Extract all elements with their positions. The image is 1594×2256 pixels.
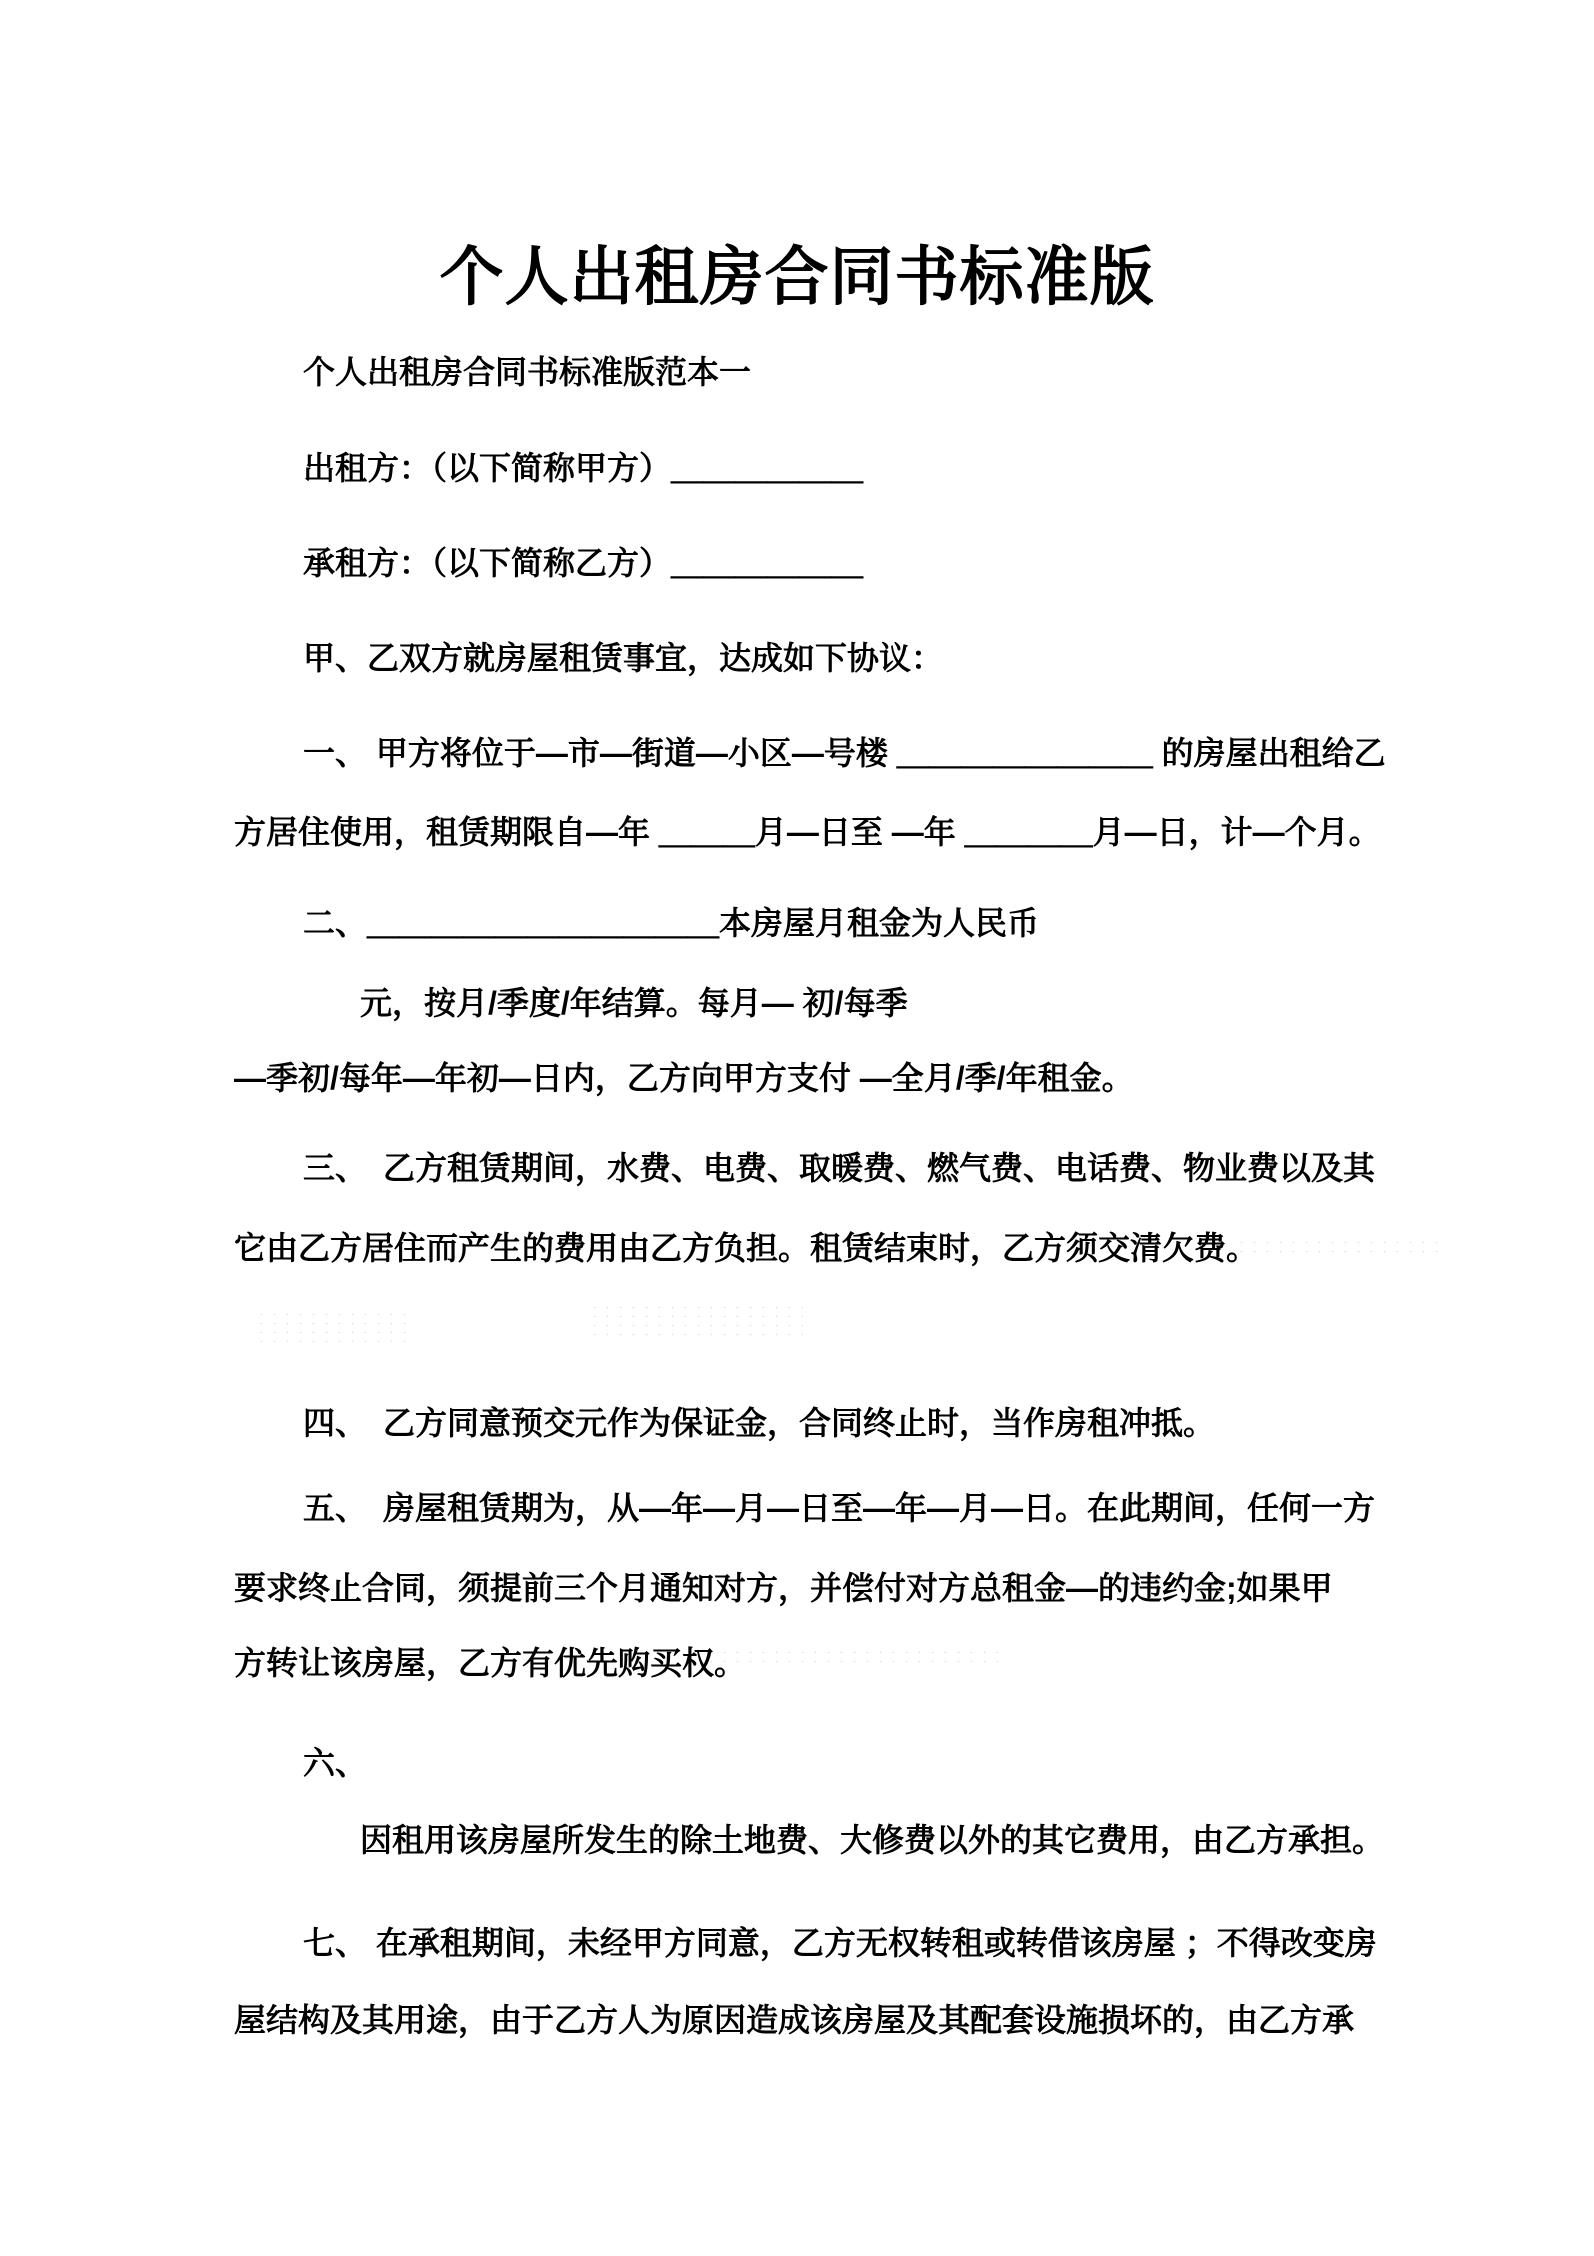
preamble-line: 甲、乙双方就房屋租赁事宜，达成如下协议： (303, 640, 944, 676)
erased-watermark-artifact (705, 1648, 1005, 1668)
erased-watermark-artifact (1235, 1238, 1445, 1254)
lessor-line: 出租方：（以下简称甲方）＿＿＿＿＿＿ (303, 450, 864, 486)
clause-7-line-2: 屋结构及其用途，由于乙方人为原因造成该房屋及其配套设施损坏的，由乙方承 (234, 2002, 1355, 2038)
clause-2-line-1: 二、＿＿＿＿＿＿＿＿＿＿＿本房屋月租金为人民币 (303, 905, 1040, 941)
clause-6-body: 因租用该房屋所发生的除土地费、大修费以外的其它费用，由乙方承担。 (360, 1822, 1385, 1858)
clause-3-line-1: 三、 乙方租赁期间，水费、电费、取暖费、燃气费、电话费、物业费以及其 (303, 1150, 1376, 1186)
erased-watermark-artifact (255, 1310, 410, 1342)
clause-3-line-2: 它由乙方居住而产生的费用由乙方负担。租赁结束时，乙方须交清欠费。 (234, 1230, 1259, 1266)
clause-7-line-1: 七、 在承租期间，未经甲方同意，乙方无权转租或转借该房屋 ；不得改变房 (303, 1925, 1377, 1961)
clause-2-line-3: —季初/每年—年初—日内，乙方向甲方支付 —全月/季/年租金。 (234, 1060, 1134, 1096)
clause-1-line-1: 一、 甲方将位于—市—街道—小区—号楼 ＿＿＿＿＿＿＿＿ 的房屋出租给乙 (303, 735, 1386, 771)
clause-4-line: 四、 乙方同意预交元作为保证金，合同终止时，当作房租冲抵。 (303, 1405, 1216, 1441)
clause-5-line-3: 方转让该房屋，乙方有优先购买权。 (234, 1645, 747, 1681)
clause-2-line-2: 元，按月/季度/年结算。每月— 初/每季 (360, 985, 908, 1021)
lessee-line: 承租方：（以下简称乙方）＿＿＿＿＿＿ (303, 545, 864, 581)
clause-6-label: 六、 (303, 1745, 368, 1781)
clause-5-line-1: 五、 房屋租赁期为，从—年—月—日至—年—月—日。在此期间，任何一方 (303, 1490, 1376, 1526)
subtitle-line: 个人出租房合同书标准版范本一 (303, 354, 752, 390)
clause-1-line-2: 方居住使用，租赁期限自—年 ＿＿＿月—日至 —年 ＿＿＿＿月—日，计—个月。 (234, 814, 1381, 850)
document-title: 个人出租房合同书标准版 (439, 241, 1155, 313)
erased-watermark-artifact (588, 1303, 803, 1341)
clause-5-line-2: 要求终止合同，须提前三个月通知对方，并偿付对方总租金—的违约金;如果甲 (234, 1570, 1333, 1606)
